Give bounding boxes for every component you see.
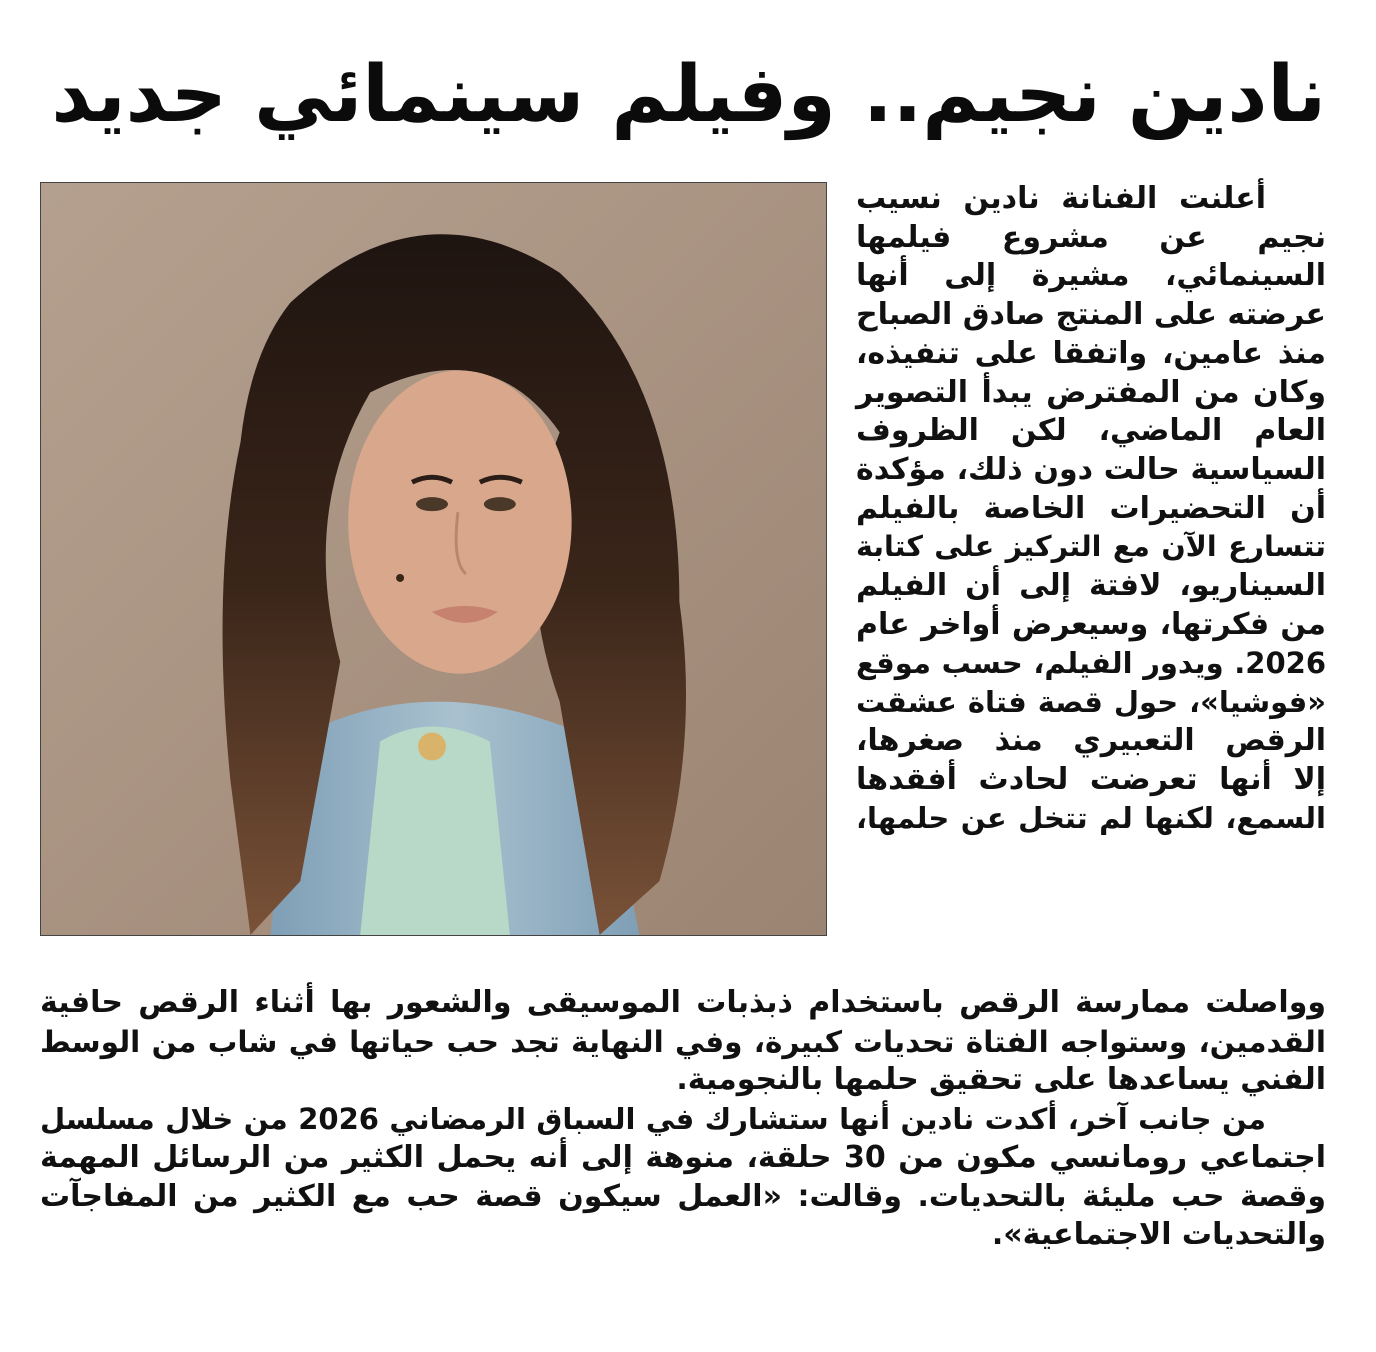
text-line: إلا أنها تعرضت لحادث أفقدها: [856, 761, 1326, 797]
text-line: من جانب آخر، أكدت نادين أنها ستشارك في السباق الرمضاني 2026 من خلال مسلسل: [40, 1102, 1266, 1137]
face-shape: [348, 371, 571, 674]
text-line: وواصلت ممارسة الرقص باستخدام ذبذبات الموسيقى والشعور بها أثناء الرقص حافية: [40, 985, 1326, 1020]
pendant-shape: [418, 733, 446, 761]
text-line: اجتماعي رومانسي مكون من 30 حلقة، منوهة إلى أنه يحمل الكثير من الرسائل المهمة: [40, 1139, 1326, 1175]
text-line: السمع، لكنها لم تتخل عن حلمها،: [856, 801, 1326, 836]
text-line: القدمين، وستواجه الفتاة تحديات كبيرة، وفي النهاية تجد حب حياتها في شاب من الوسط: [40, 1024, 1326, 1059]
text-line: والتحديات الاجتماعية».: [991, 1217, 1326, 1253]
text-line: السياسية حالت دون ذلك، مؤكدة: [856, 451, 1326, 487]
text-line: منذ عامين، واتفقا على تنفيذه،: [856, 335, 1326, 371]
text-line: أعلنت الفنانة نادين نسيب: [856, 181, 1266, 216]
text-line: السينمائي، مشيرة إلى أنها: [856, 258, 1326, 294]
text-line: عرضته على المنتج صادق الصباح: [856, 297, 1326, 333]
text-line: العام الماضي، لكن الظروف: [856, 413, 1326, 449]
text-line: الرقص التعبيري منذ صغرها،: [856, 722, 1326, 758]
text-line: «فوشيا»، حول قصة فتاة عشقت: [856, 685, 1326, 720]
article-column-text: [856, 180, 1326, 838]
text-line: نجيم عن مشروع فيلمها: [856, 219, 1326, 255]
portrait-illustration: [41, 183, 826, 935]
text-line: من فكرتها، وسيعرض أواخر عام: [856, 606, 1326, 642]
text-line: الفني يساعدها على تحقيق حلمها بالنجومية.: [676, 1062, 1326, 1098]
article-wide-text: [40, 984, 1326, 1255]
text-line: 2026. ويدور الفيلم، حسب موقع: [856, 646, 1326, 681]
text-line: وكان من المفترض يبدأ التصوير: [856, 374, 1326, 410]
article-photo: [40, 182, 827, 936]
text-line: تتسارع الآن مع التركيز على كتابة: [856, 530, 1326, 564]
text-line: وقصة حب مليئة بالتحديات. وقالت: «العمل سيكون قصة حب مع الكثير من المفاجآت: [40, 1178, 1326, 1214]
article-headline: نادين نجيم.. وفيلم سينمائي جديد: [51, 50, 1326, 140]
text-line: أن التحضيرات الخاصة بالفيلم: [856, 490, 1326, 526]
text-line: السيناريو، لافتة إلى أن الفيلم: [856, 568, 1326, 604]
